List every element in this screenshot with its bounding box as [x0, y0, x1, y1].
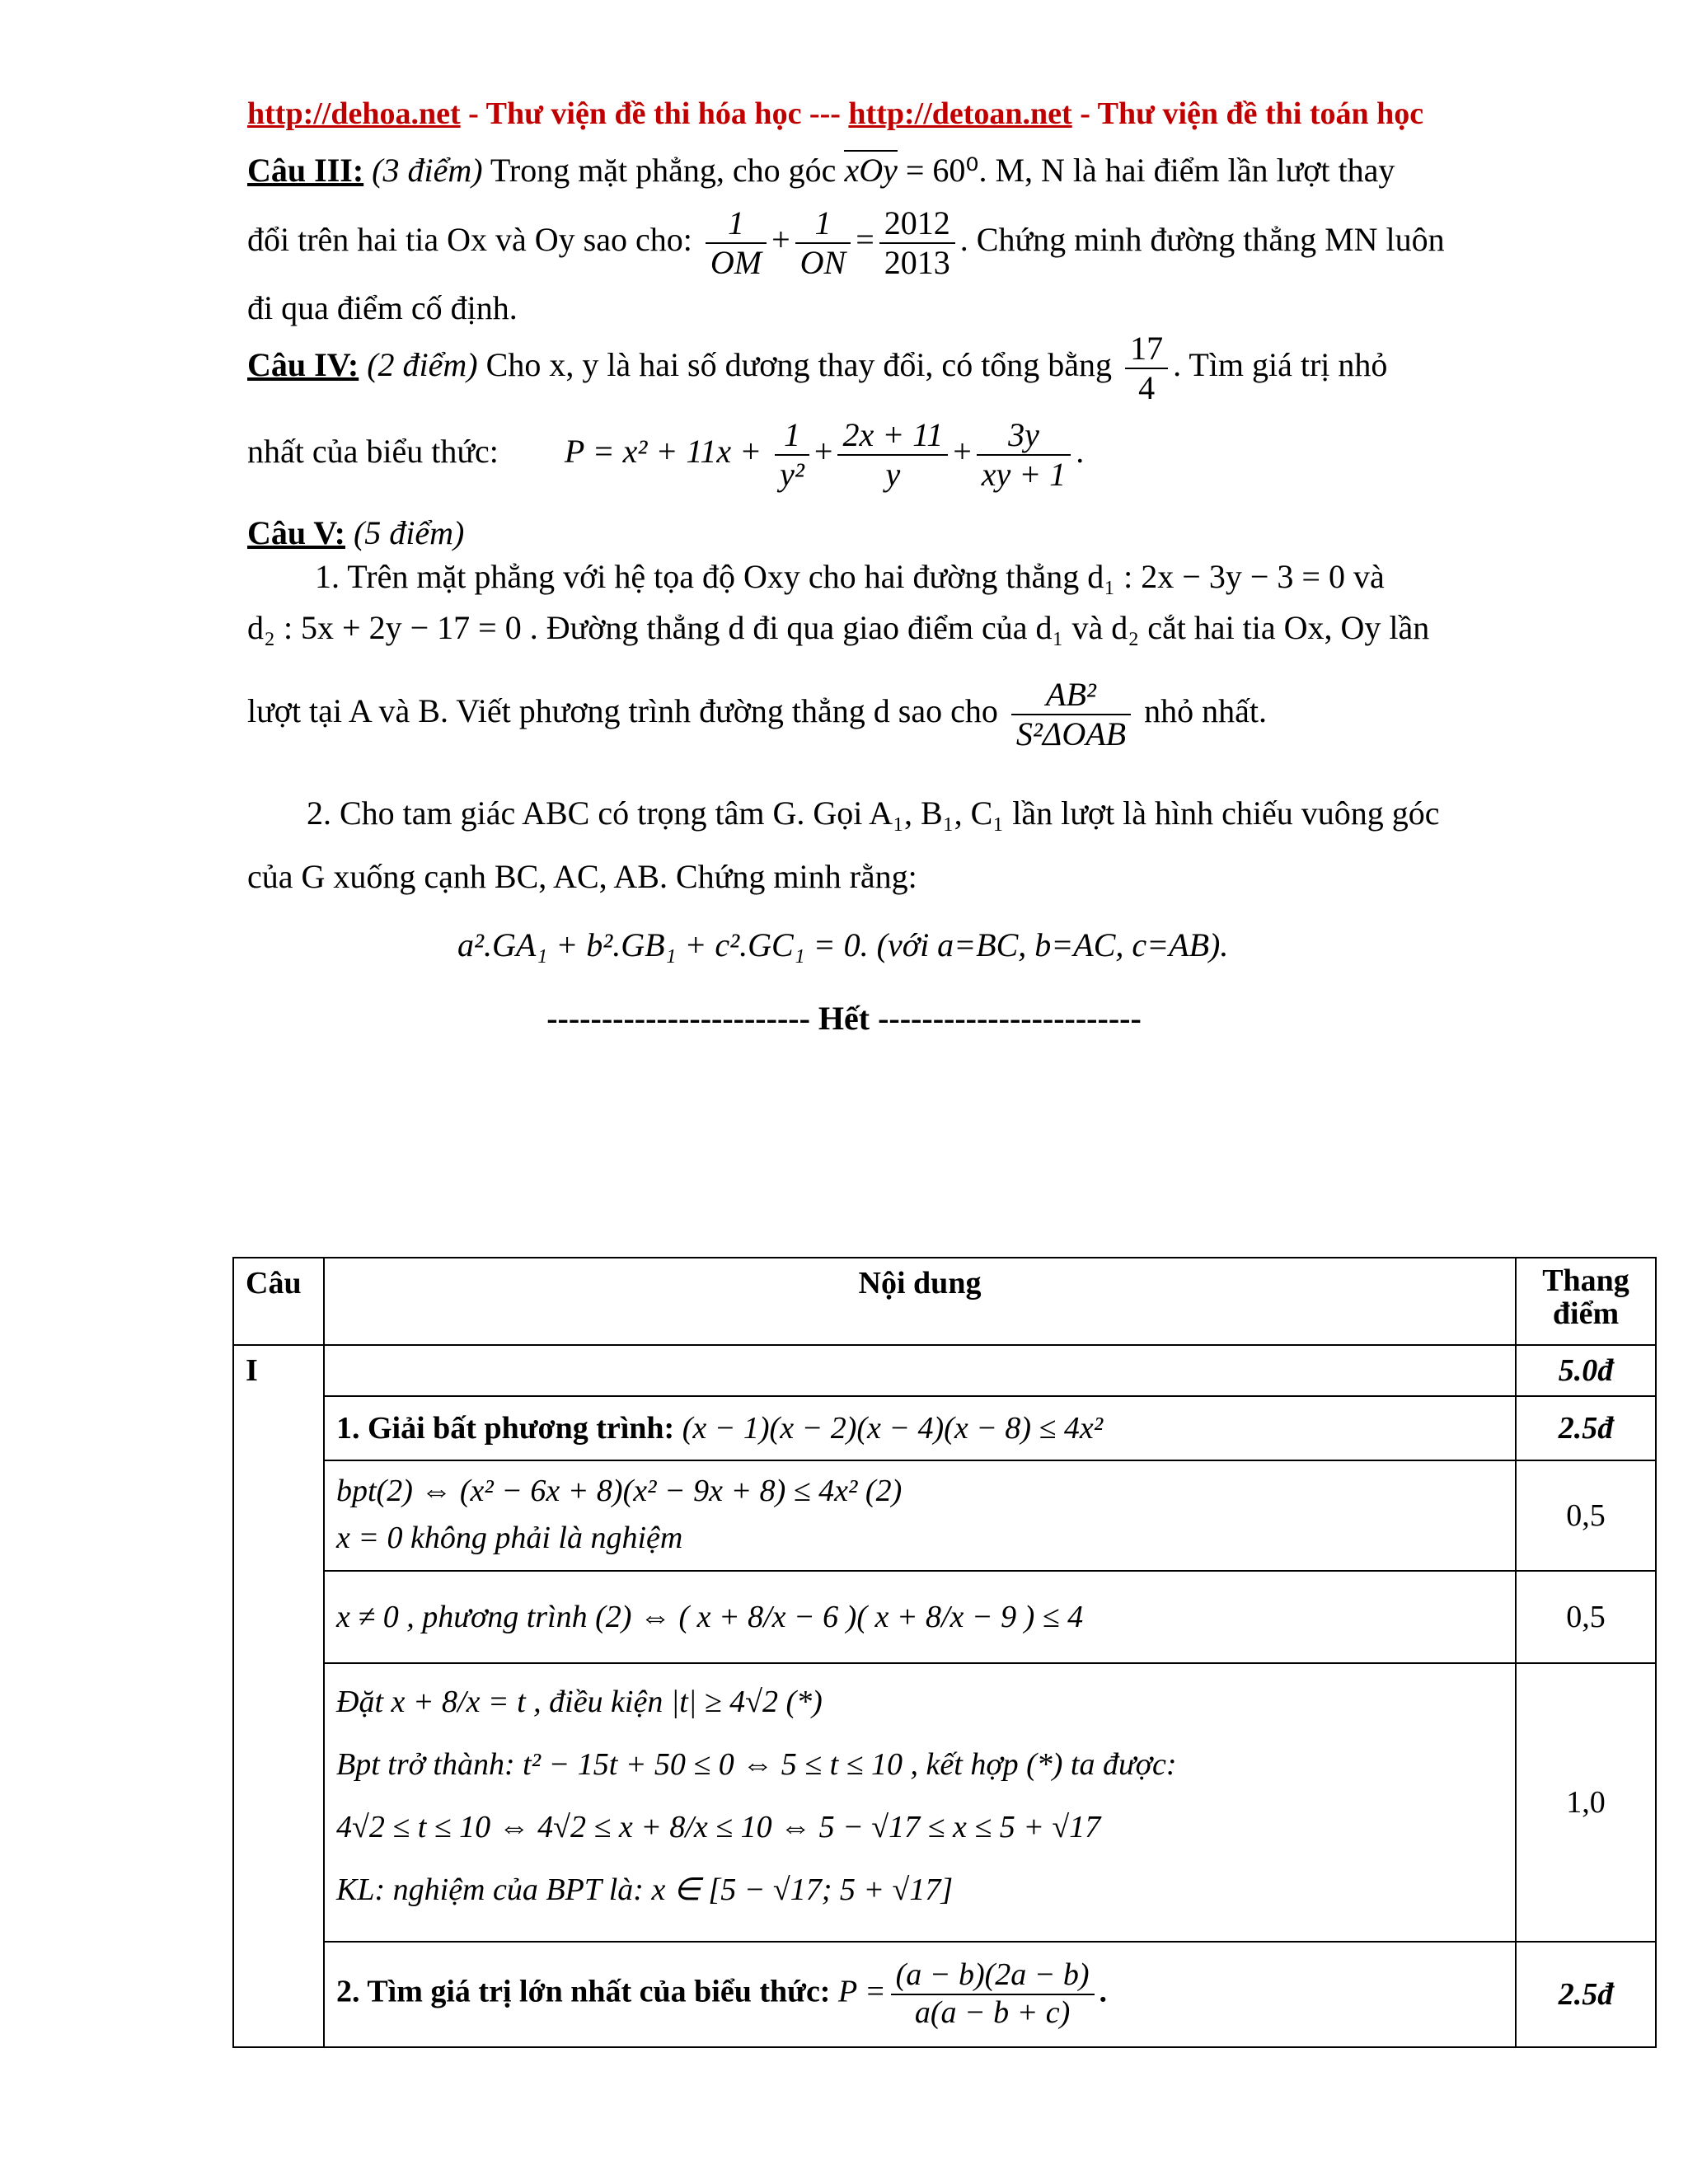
header-cau: Câu: [233, 1258, 324, 1345]
q3-angle-value: = 60⁰.: [897, 152, 996, 189]
part2-points: 2.5đ: [1516, 1942, 1656, 2047]
table-row: [233, 1571, 1656, 1663]
q3-line-1: [247, 152, 1395, 189]
q3-line-2: đổi trên hai tia Ox và Oy sao cho: $\frac{1}{OM}$ + $\frac{1}{ON}$ = $\frac{2012}{2013}$ . Chứng minh đường thẳng MN luôn: [247, 204, 1445, 281]
table-row: [233, 1663, 1656, 1942]
q5-p2-line-1: 2. Cho tam giác ABC có trọng tâm G. Gọi A₁, B₁, C₁ lần lượt là hình chiếu vuông góc: [307, 794, 1440, 832]
q3-frac-om: $\frac{1}{OM}$: [706, 204, 767, 282]
step2-math: ( x + 8/x − 6 )( x + 8/x − 9 ) ≤ 4: [678, 1600, 1084, 1634]
part1-title: 1. Giải bất phương trình:: [336, 1411, 682, 1446]
header-text-2: - Thư viện đề thi toán học: [1071, 96, 1424, 131]
end-separator: ------------------------ Hết ------------------------: [546, 1000, 1142, 1037]
q5-points: (5 điểm): [353, 514, 465, 551]
header-noidung: Nội dung: [324, 1258, 1516, 1345]
part2-fraction: $\frac{(a - b)(2a - b)}{a(a - b + c)}$: [891, 1957, 1095, 2031]
section-points: 5.0đ: [1516, 1345, 1656, 1396]
step3-line-4: KL: nghiệm của BPT là: x ∈ [5 − √17; 5 + √17]: [336, 1872, 954, 1907]
q5-p1-line-1: 1. Trên mặt phẳng với hệ tọa độ Oxy cho hai đường thẳng d₁ : 2x − 3y − 3 = 0 và: [315, 558, 1385, 595]
q4-points: (2 điểm): [367, 346, 478, 384]
q5-p2-note: . (với a=BC, b=AC, c=AB).: [860, 926, 1229, 963]
table-row: [233, 1345, 1656, 1396]
table-row: [233, 1460, 1656, 1571]
site-header: [247, 97, 1423, 132]
header-link-detoan[interactable]: http://detoan.net: [848, 96, 1072, 131]
part1-inequality: (x − 1)(x − 2)(x − 4)(x − 8) ≤ 4x²: [682, 1411, 1104, 1446]
q3-text-a: Trong mặt phẳng, cho góc: [482, 152, 845, 189]
q4-text-c: nhất của biểu thức:: [247, 433, 499, 471]
q3-text-c: đổi trên hai tia Ox và Oy sao cho:: [247, 221, 701, 259]
q4-text-b: . Tìm giá trị nhỏ: [1173, 346, 1388, 384]
header-text-1: - Thư viện đề thi hóa học ---: [460, 96, 849, 131]
q3-label: Câu III:: [247, 152, 364, 189]
q4-frac-3: $\frac{3y}{xy + 1}$: [977, 416, 1071, 494]
step1-line-1: bpt(2) ⇔ (x² − 6x + 8)(x² − 9x + 8) ≤ 4x² (2): [336, 1474, 903, 1508]
q5-p1-text-a: lượt tại A và B. Viết phương trình đường thẳng d sao cho: [247, 692, 1006, 730]
q3-points: (3 điểm): [372, 152, 483, 189]
section-label: I: [233, 1345, 324, 2047]
step3-points: 1,0: [1516, 1663, 1656, 1942]
q4-text-a: Cho x, y là hai số dương thay đổi, có tổng bằng: [477, 346, 1121, 384]
step3-line-2: Bpt trở thành: t² − 15t + 50 ≤ 0 ⇔ 5 ≤ t ≤ 10 , kết hợp (*) ta được:: [336, 1747, 1177, 1782]
q5-p1-line-3: [247, 676, 1267, 753]
q4-frac-2: $\frac{2x + 11}{y}$: [837, 416, 948, 494]
part1-points: 2.5đ: [1516, 1396, 1656, 1460]
step3-line-3: 4√2 ≤ t ≤ 10 ⇔ 4√2 ≤ x + 8/x ≤ 10 ⇔ 5 − √17 ≤ x ≤ 5 + √17: [336, 1810, 1101, 1844]
q5-p1-line-2: d₂ : 5x + 2y − 17 = 0 . Đường thẳng d đi qua giao điểm của d₁ và d₂ cắt hai tia Ox, Oy lần: [247, 609, 1430, 646]
part2-title: 2. Tìm giá trị lớn nhất của biểu thức:: [336, 1974, 838, 2009]
q5-p1-frac: $\frac{\text{AB²}}{\text{S²ΔOAB}}$: [1011, 676, 1131, 753]
q3-angle: xOy: [844, 152, 898, 189]
answer-table: [232, 1257, 1657, 2048]
step1-line-2: x = 0 không phải là nghiệm: [336, 1521, 683, 1555]
q3-frac-on: $\frac{1}{ON}$: [795, 204, 851, 282]
q3-text-d: . Chứng minh đường thẳng MN luôn: [959, 221, 1445, 259]
table-header-row: [233, 1258, 1656, 1345]
header-link-dehoa[interactable]: http://dehoa.net: [247, 96, 461, 131]
step1-points: 0,5: [1516, 1460, 1656, 1571]
q3-frac-ratio: $\frac{2012}{2013}$: [879, 204, 955, 282]
q5-p2-formula-line: [457, 927, 1228, 963]
q5-p2-formula: a².GA₁ + b².GB₁ + c².GC₁ = 0: [457, 926, 860, 963]
q4-line-2: nhất của biểu thức: P = x² + 11x + $\frac{1}{\text{y²}}$ + $\frac{2x + 11}{y}$ + $\frac{3y}{xy + 1}$ .: [247, 416, 1085, 493]
q5-label: Câu V:: [247, 514, 345, 551]
step3-line-1: Đặt x + 8/x = t , điều kiện |t| ≥ 4√2 (*): [336, 1685, 823, 1719]
q4-label: Câu IV:: [247, 346, 359, 384]
q4-expr: P = x² + 11x +: [564, 433, 771, 471]
q5-p1-text-b: nhỏ nhất.: [1136, 692, 1267, 730]
q4-line-1: [247, 330, 1387, 407]
q5-heading: [247, 515, 464, 551]
step2-points: 0,5: [1516, 1571, 1656, 1663]
q4-frac-1: $\frac{1}{\text{y²}}$: [775, 416, 809, 494]
q4-frac-sum: $\frac{17}{4}$: [1125, 330, 1168, 407]
header-thang-diem: Thang điểm: [1516, 1258, 1656, 1345]
table-row: [233, 1396, 1656, 1460]
table-row: 2. Tìm giá trị lớn nhất của biểu thức: P = $\frac{(a - b)(2a - b)}{a(a - b + c)}$ . 2.5đ: [233, 1942, 1656, 2047]
q5-p2-line-2: của G xuống cạnh BC, AC, AB. Chứng minh rằng:: [247, 858, 917, 895]
q3-line-3: đi qua điểm cố định.: [247, 289, 518, 326]
step2-text: x ≠ 0 , phương trình (2) ⇔: [336, 1600, 679, 1634]
q3-text-b: M, N là hai điểm lần lượt thay: [995, 152, 1395, 189]
